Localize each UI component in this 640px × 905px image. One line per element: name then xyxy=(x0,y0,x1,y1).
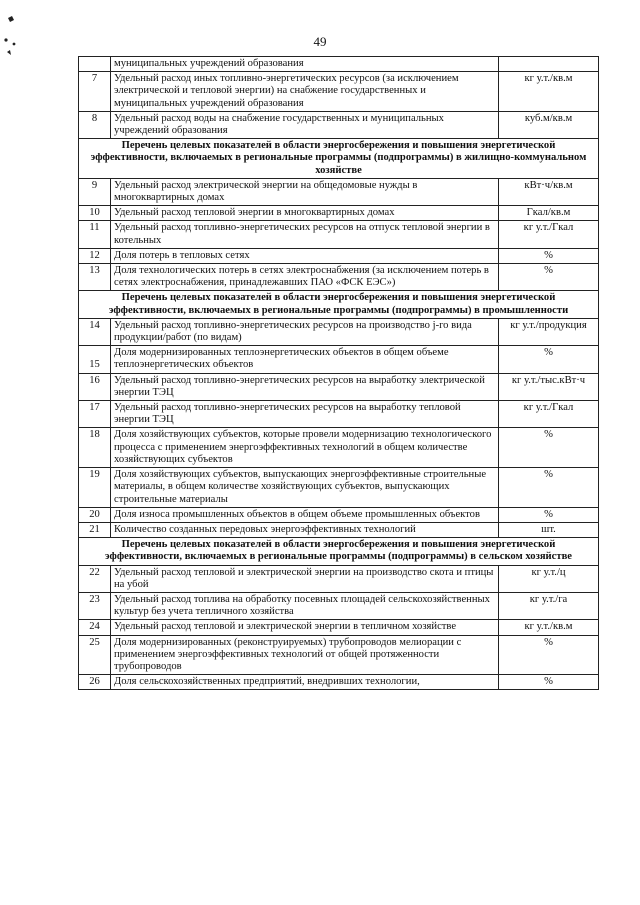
indicator-name: Удельный расход топливно-энергетических ресурсов на производство j-го вида продукции/работ (по видам) xyxy=(111,318,499,345)
indicator-name: Доля хозяйствующих субъектов, которые провели модернизацию технологического процесса с применением энергоэффективных технологий в общем количестве хозяйствующих субъектов xyxy=(111,428,499,468)
indicators-table xyxy=(78,56,599,690)
row-number: 17 xyxy=(79,401,111,428)
indicator-name: Доля модернизированных (реконструируемых) трубопроводов мелиорации с применением энергоэффективных технологий от общей протяженности трубопроводов xyxy=(111,635,499,675)
unit-of-measure: кг у.т./ц xyxy=(499,565,599,592)
table-row xyxy=(79,507,599,522)
table-row xyxy=(79,620,599,635)
indicator-name: Доля технологических потерь в сетях электроснабжения (за исключением потерь в сетях электроснабжения, принадлежавших ПАО «ФСК ЕЭС») xyxy=(111,264,499,291)
unit-of-measure: % xyxy=(499,675,599,690)
indicator-name: Удельный расход тепловой энергии в многоквартирных домах xyxy=(111,206,499,221)
unit-of-measure: % xyxy=(499,507,599,522)
table-row xyxy=(79,468,599,508)
unit-of-measure: куб.м/кв.м xyxy=(499,111,599,138)
section-title: Перечень целевых показателей в области энергосбережения и повышения энергетической эффективности, включаемых в региональные программы (подпрограммы) в промышленности xyxy=(79,291,599,318)
row-number: 20 xyxy=(79,507,111,522)
indicator-name: муниципальных учреждений образования xyxy=(111,57,499,72)
table-row xyxy=(79,248,599,263)
indicator-name: Удельный расход электрической энергии на общедомовые нужды в многоквартирных домах xyxy=(111,178,499,205)
table-row xyxy=(79,72,599,112)
indicator-name: Удельный расход воды на снабжение государственных и муниципальных учреждений образования xyxy=(111,111,499,138)
table-row xyxy=(79,592,599,619)
table-row xyxy=(79,178,599,205)
unit-of-measure: Гкал/кв.м xyxy=(499,206,599,221)
indicator-name: Удельный расход иных топливно-энергетических ресурсов (за исключением электрической и тепловой энергии) на снабжение государственных и муниципальных учреждений образования xyxy=(111,72,499,112)
page-number: 49 xyxy=(313,34,327,49)
indicator-name: Удельный расход топливно-энергетических ресурсов на выработку тепловой энергии ТЭЦ xyxy=(111,401,499,428)
unit-of-measure xyxy=(499,57,599,72)
indicator-name: Удельный расход топлива на обработку посевных площадей сельскохозяйственных культур без учета тепличного хозяйства xyxy=(111,592,499,619)
unit-of-measure: кг у.т./Гкал xyxy=(499,401,599,428)
row-number: 15 xyxy=(79,346,111,373)
table-row xyxy=(79,318,599,345)
row-number: 22 xyxy=(79,565,111,592)
row-number: 9 xyxy=(79,178,111,205)
row-number xyxy=(79,57,111,72)
indicator-name: Удельный расход топливно-энергетических ресурсов на выработку электрической энергии ТЭЦ xyxy=(111,373,499,400)
table-row xyxy=(79,522,599,537)
row-number: 26 xyxy=(79,675,111,690)
row-number: 24 xyxy=(79,620,111,635)
row-number: 18 xyxy=(79,428,111,468)
unit-of-measure: кг у.т./кв.м xyxy=(499,72,599,112)
unit-of-measure: кг у.т./продукция xyxy=(499,318,599,345)
unit-of-measure: % xyxy=(499,635,599,675)
row-number: 16 xyxy=(79,373,111,400)
unit-of-measure: % xyxy=(499,468,599,508)
unit-of-measure: % xyxy=(499,248,599,263)
indicators-table-body xyxy=(79,57,599,690)
table-row xyxy=(79,635,599,675)
table-row xyxy=(79,111,599,138)
row-number: 7 xyxy=(79,72,111,112)
section-title: Перечень целевых показателей в области энергосбережения и повышения энергетической эффективности, включаемых в региональные программы (подпрограммы) в сельском хозяйстве xyxy=(79,538,599,565)
indicator-name: Удельный расход тепловой и электрической энергии на производство скота и птицы на убой xyxy=(111,565,499,592)
row-number: 11 xyxy=(79,221,111,248)
indicator-name: Удельный расход топливно-энергетических ресурсов на отпуск тепловой энергии в котельных xyxy=(111,221,499,248)
table-row xyxy=(79,565,599,592)
row-number: 12 xyxy=(79,248,111,263)
unit-of-measure: % xyxy=(499,264,599,291)
row-number: 19 xyxy=(79,468,111,508)
row-number: 10 xyxy=(79,206,111,221)
indicator-name: Количество созданных передовых энергоэффективных технологий xyxy=(111,522,499,537)
unit-of-measure: кг у.т./кв.м xyxy=(499,620,599,635)
table-row xyxy=(79,346,599,373)
table-row xyxy=(79,401,599,428)
table-row xyxy=(79,428,599,468)
indicator-name: Доля сельскохозяйственных предприятий, внедривших технологии, xyxy=(111,675,499,690)
section-header-row xyxy=(79,139,599,179)
unit-of-measure: кг у.т./га xyxy=(499,592,599,619)
unit-of-measure: кг у.т./Гкал xyxy=(499,221,599,248)
row-number: 13 xyxy=(79,264,111,291)
unit-of-measure: % xyxy=(499,428,599,468)
table-row xyxy=(79,221,599,248)
table-row xyxy=(79,206,599,221)
table-row xyxy=(79,373,599,400)
indicator-name: Доля модернизированных теплоэнергетических объектов в общем объеме теплоэнергетических объектов xyxy=(111,346,499,373)
margin-mark xyxy=(2,14,24,58)
section-header-row xyxy=(79,291,599,318)
row-number: 23 xyxy=(79,592,111,619)
indicator-name: Доля износа промышленных объектов в общем объеме промышленных объектов xyxy=(111,507,499,522)
section-title: Перечень целевых показателей в области энергосбережения и повышения энергетической эффективности, включаемых в региональные программы (подпрограммы) в жилищно-коммунальном хозяйстве xyxy=(79,139,599,179)
unit-of-measure: % xyxy=(499,346,599,373)
indicator-name: Удельный расход тепловой и электрической энергии в тепличном хозяйстве xyxy=(111,620,499,635)
unit-of-measure: кг у.т./тыс.кВт·ч xyxy=(499,373,599,400)
unit-of-measure: кВт·ч/кв.м xyxy=(499,178,599,205)
table-row xyxy=(79,57,599,72)
unit-of-measure: шт. xyxy=(499,522,599,537)
indicator-name: Доля хозяйствующих субъектов, выпускающих энергоэффективные строительные материалы, в общем количестве хозяйствующих субъектов, выпускающих строительные материалы xyxy=(111,468,499,508)
table-row xyxy=(79,264,599,291)
row-number: 21 xyxy=(79,522,111,537)
row-number: 14 xyxy=(79,318,111,345)
section-header-row xyxy=(79,538,599,565)
row-number: 25 xyxy=(79,635,111,675)
row-number: 8 xyxy=(79,111,111,138)
indicator-name: Доля потерь в тепловых сетях xyxy=(111,248,499,263)
table-row xyxy=(79,675,599,690)
